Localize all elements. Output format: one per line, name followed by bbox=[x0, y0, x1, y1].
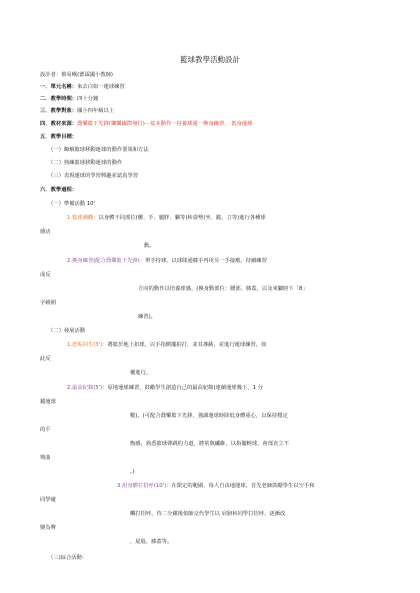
summary-heading: （三)綜合活動： bbox=[48, 555, 88, 561]
prep-item-2-title: 2.換身練習(配合喬樂籃下先鋒)： bbox=[67, 258, 146, 264]
dev-item-3-cont: 變為臀 bbox=[40, 525, 56, 531]
dev-item-1-text: 將籃於地上扣球，以手指側擺拍打，並其導跳，並進行運球練習，如 bbox=[107, 342, 267, 348]
prep-heading: （一）準備活動 10' bbox=[48, 201, 95, 207]
dev-item-2-text: 原地運球練習，鼓勵學生創造自己的最高紀錄(連續運球幾下，1 分 bbox=[107, 385, 263, 391]
document-title: 籃球教學活動設計 bbox=[180, 55, 240, 64]
goal-item: （三）表現運球的學習興趣並認真學習 bbox=[48, 173, 139, 179]
prep-item-2-cont: 成反 bbox=[40, 272, 51, 278]
prep-item-1-cont: 感活 bbox=[40, 229, 51, 235]
prep-item-2-text: 單手持球，以球隊通膝手再用另一手接應，持續練習 bbox=[145, 258, 267, 264]
target-label: 三．教學對象： bbox=[40, 108, 78, 114]
source-row bbox=[40, 121, 252, 128]
dev-item-2-cont: 的平 bbox=[40, 427, 51, 433]
prep-item-1-text: 以身體不同部位(腰、手、腿胖、腳等)和姿勢(坐、跪、立等)進行各種球 bbox=[98, 215, 266, 221]
dev-heading: （二）發展活動 bbox=[48, 328, 86, 334]
source-value: 喬樂籃下先鋒(樂樂國際發行)－基本動作一持養球還一換身練習、 低身運球 bbox=[77, 121, 253, 127]
dev-item-1-cont: 覆進行。 bbox=[130, 370, 152, 376]
designer-line: 設計者：蔡易峨(德霖國小教師) bbox=[40, 72, 113, 78]
goals-heading: 五．教學目標： bbox=[40, 134, 78, 140]
dev-item-2-cont: 鐘運球 bbox=[40, 399, 56, 405]
time-value: 四十分鐘 bbox=[77, 96, 99, 102]
prep-item-2-cont: 練習)。 bbox=[138, 314, 156, 320]
goal-item: （二）熟練籃球移動運球的動作 bbox=[48, 160, 123, 166]
dev-item-2 bbox=[67, 385, 263, 392]
dev-item-1 bbox=[67, 342, 266, 349]
dev-item-2-cont: 。) bbox=[130, 469, 135, 475]
time-row bbox=[40, 96, 98, 103]
dev-item-3-cont: 同學碰 bbox=[40, 497, 56, 503]
dev-item-3-text: 在限定的範圍，每人自由地運球，首先老師鼓勵學生以空手和 bbox=[171, 483, 315, 489]
dev-item-2-cont: 衡感，熟悉籃球彈跳的力道，將常與纖維，以指擺輕球，會部直立不 bbox=[130, 441, 289, 447]
dev-item-3 bbox=[117, 483, 315, 490]
dev-item-3-cont: ，屁股、膝蓋等。 bbox=[130, 539, 173, 545]
goal-item: （一）瞭解籃球移動運球的動作要領和方法 bbox=[48, 147, 149, 153]
source-label: 四．教材來源： bbox=[40, 121, 78, 127]
dev-item-2-cont: 彎曲 bbox=[40, 455, 51, 461]
dev-item-3-title: 3.用身體打招呼(10')： bbox=[117, 483, 172, 489]
prep-item-2-cont: 方向的動作以培養球感。(換身動部位：腰部、膝蓋，以及來腳胯下「8」 bbox=[138, 286, 308, 292]
target-value: 國小四年級以上 bbox=[77, 108, 115, 114]
dev-item-3-cont: 觸打招呼，待二分鐘後依師交代學生以 肩膀和同學打招呼，逐漸改 bbox=[130, 511, 286, 517]
dev-item-2-cont: 數)。(可配合喬樂籃下先鋒，強調運球時降低身體重心，以保持穩定 bbox=[130, 413, 288, 419]
unit-label: 一．單元名稱： bbox=[40, 84, 78, 90]
prep-item-1 bbox=[67, 215, 266, 222]
time-label: 二．教學時間： bbox=[40, 96, 78, 102]
prep-item-2 bbox=[67, 258, 267, 265]
prep-item-2-cont: 字繞圈 bbox=[40, 300, 56, 306]
dev-item-1-title: 1.惹呢回生(3')： bbox=[67, 342, 108, 348]
prep-item-1-cont: 動。 bbox=[144, 243, 155, 249]
dev-item-2-title: 2.最高紀錄(5')： bbox=[67, 385, 108, 391]
prep-item-1-title: 1.籃球潮觀： bbox=[67, 215, 99, 221]
unit-value: 來去白如一運球練習 bbox=[77, 84, 125, 90]
process-heading: 六．教學過程： bbox=[40, 187, 78, 193]
target-row bbox=[40, 108, 114, 115]
dev-item-1-cont: 此反 bbox=[40, 356, 51, 362]
unit-row bbox=[40, 84, 125, 91]
